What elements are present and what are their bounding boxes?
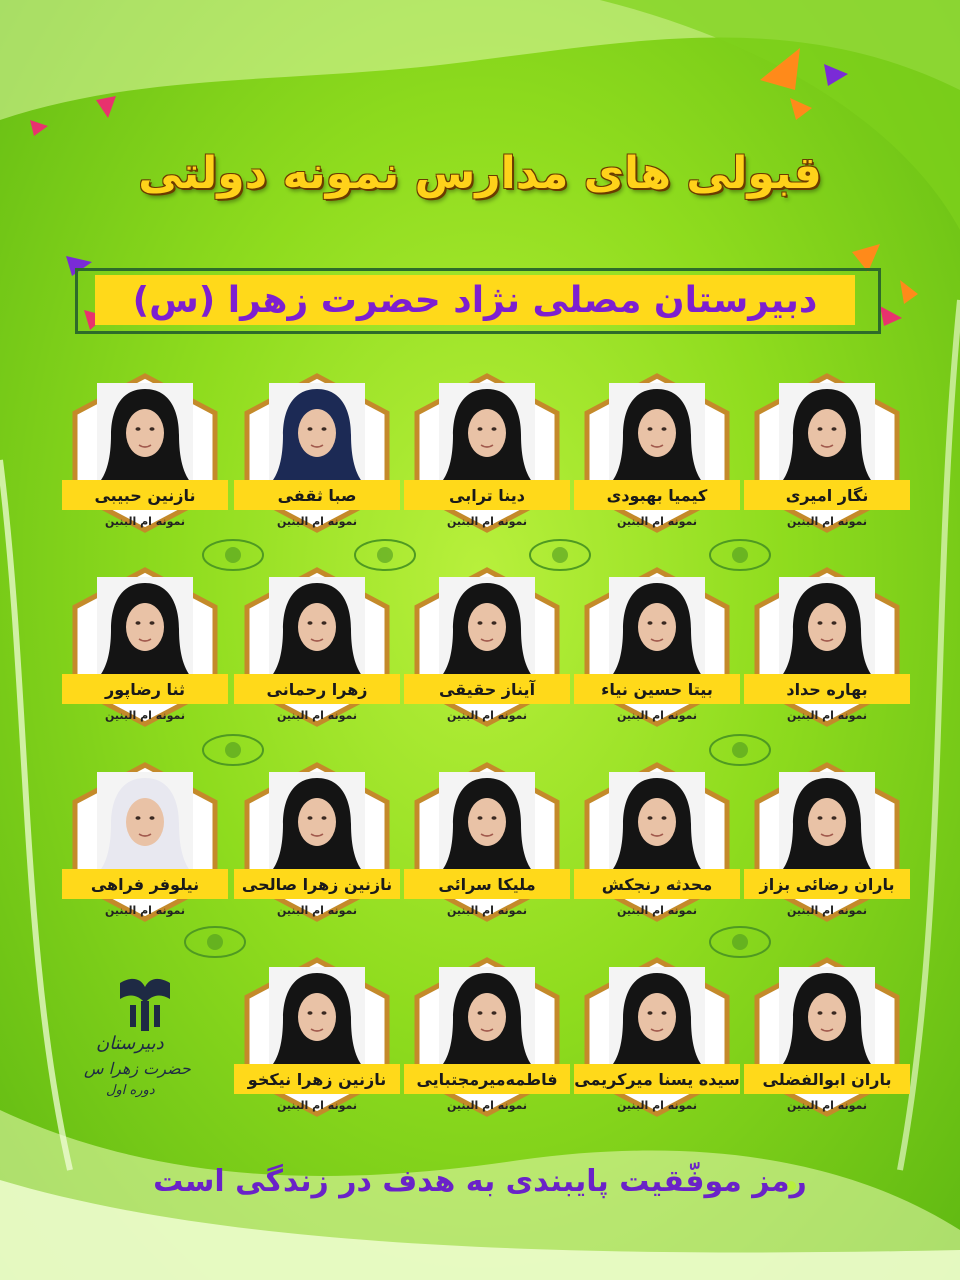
student-school: نمونه ام البنین (617, 1099, 697, 1112)
photo-frame (439, 577, 535, 679)
student-school: نمونه ام البنین (277, 515, 357, 528)
student-photo (439, 967, 535, 1069)
student-card (752, 373, 902, 533)
student-photo (609, 383, 705, 485)
student-photo (439, 772, 535, 874)
photo-frame (97, 383, 193, 485)
student-school: نمونه ام البنین (277, 904, 357, 917)
student-card (752, 762, 902, 922)
student-card (752, 957, 902, 1117)
student-name: دینا ترابی (404, 480, 570, 510)
photo-frame (609, 967, 705, 1069)
student-photo (609, 967, 705, 1069)
student-name: آیناز حقیقی (404, 674, 570, 704)
student-card (412, 957, 562, 1117)
photo-frame (439, 967, 535, 1069)
student-school: نمونه ام البنین (447, 904, 527, 917)
photo-frame (97, 772, 193, 874)
student-photo (269, 772, 365, 874)
student-name: صبا ثقفی (234, 480, 400, 510)
student-name: فاطمه‌میرمجتبایی (404, 1064, 570, 1094)
student-school: نمونه ام البنین (105, 709, 185, 722)
photo-frame (439, 383, 535, 485)
logo-text-line1: دبیرستان (96, 1033, 164, 1054)
student-card (412, 762, 562, 922)
photo-frame (269, 772, 365, 874)
student-name: بهاره حداد (744, 674, 910, 704)
student-name: نازنین زهرا نیکخو (234, 1064, 400, 1094)
student-name: کیمیا بهبودی (574, 480, 740, 510)
student-photo (269, 577, 365, 679)
logo-text-line2: حضرت زهرا س (84, 1059, 191, 1078)
student-name: نگار امیری (744, 480, 910, 510)
student-photo (269, 383, 365, 485)
photo-frame (779, 772, 875, 874)
student-school: نمونه ام البنین (105, 904, 185, 917)
student-name: باران ابوالفضلی (744, 1064, 910, 1094)
student-card (70, 373, 220, 533)
student-photo (779, 772, 875, 874)
student-card (242, 957, 392, 1117)
student-photo (97, 772, 193, 874)
student-school: نمونه ام البنین (617, 709, 697, 722)
student-card (582, 567, 732, 727)
student-card (242, 762, 392, 922)
student-photo (97, 383, 193, 485)
student-school: نمونه ام البنین (617, 904, 697, 917)
student-card (574, 957, 740, 1117)
arabesque-ornament (180, 922, 250, 962)
student-school: نمونه ام البنین (105, 515, 185, 528)
student-name: ثنا رضاپور (62, 674, 228, 704)
student-photo (779, 383, 875, 485)
student-name: نیلوفر فراهی (62, 869, 228, 899)
photo-frame (779, 967, 875, 1069)
page-title: قبولی های مدارس نمونه دولتی (138, 148, 822, 199)
photo-frame (269, 577, 365, 679)
student-school: نمونه ام البنین (447, 1099, 527, 1112)
student-school: نمونه ام البنین (617, 515, 697, 528)
student-school: نمونه ام البنین (447, 515, 527, 528)
photo-frame (779, 383, 875, 485)
student-card (582, 762, 732, 922)
student-name: سیده یسنا میرکریمی (574, 1064, 740, 1094)
student-name: باران رضائی بزاز (744, 869, 910, 899)
photo-frame (609, 383, 705, 485)
student-card (70, 762, 220, 922)
student-card (412, 567, 562, 727)
student-photo (609, 577, 705, 679)
student-card (242, 373, 392, 533)
student-card (242, 567, 392, 727)
student-school: نمونه ام البنین (787, 709, 867, 722)
logo-emblem-icon (110, 975, 180, 1035)
student-photo (779, 967, 875, 1069)
motto-text: رمز موفّقیت پایبندی به هدف در زندگی است (153, 1164, 807, 1199)
photo-frame (609, 577, 705, 679)
student-name: بیتا حسین نیاء (574, 674, 740, 704)
photo-frame (439, 772, 535, 874)
student-name: محدثه رنجکش (574, 869, 740, 899)
student-photo (439, 577, 535, 679)
arabesque-ornament (705, 922, 775, 962)
student-school: نمونه ام البنین (447, 709, 527, 722)
student-photo (609, 772, 705, 874)
logo-text-line3: دوره اول (106, 1083, 155, 1098)
photo-frame (779, 577, 875, 679)
student-card (70, 567, 220, 727)
student-card (752, 567, 902, 727)
student-name: زهرا رحمانی (234, 674, 400, 704)
student-card (582, 373, 732, 533)
student-school: نمونه ام البنین (277, 1099, 357, 1112)
photo-frame (269, 967, 365, 1069)
student-photo (97, 577, 193, 679)
student-name: نازنین حبیبی (62, 480, 228, 510)
photo-frame (97, 577, 193, 679)
student-school: نمونه ام البنین (787, 1099, 867, 1112)
school-name-banner: دبیرستان مصلی نژاد حضرت زهرا (س) (95, 275, 855, 325)
student-photo (439, 383, 535, 485)
student-photo (779, 577, 875, 679)
student-school: نمونه ام البنین (787, 515, 867, 528)
school-logo (70, 975, 220, 1115)
student-photo (269, 967, 365, 1069)
photo-frame (269, 383, 365, 485)
student-name: ملیکا سرائی (404, 869, 570, 899)
student-school: نمونه ام البنین (277, 709, 357, 722)
photo-frame (609, 772, 705, 874)
student-card (412, 373, 562, 533)
student-name: نازنین زهرا صالحی (234, 869, 400, 899)
student-school: نمونه ام البنین (787, 904, 867, 917)
